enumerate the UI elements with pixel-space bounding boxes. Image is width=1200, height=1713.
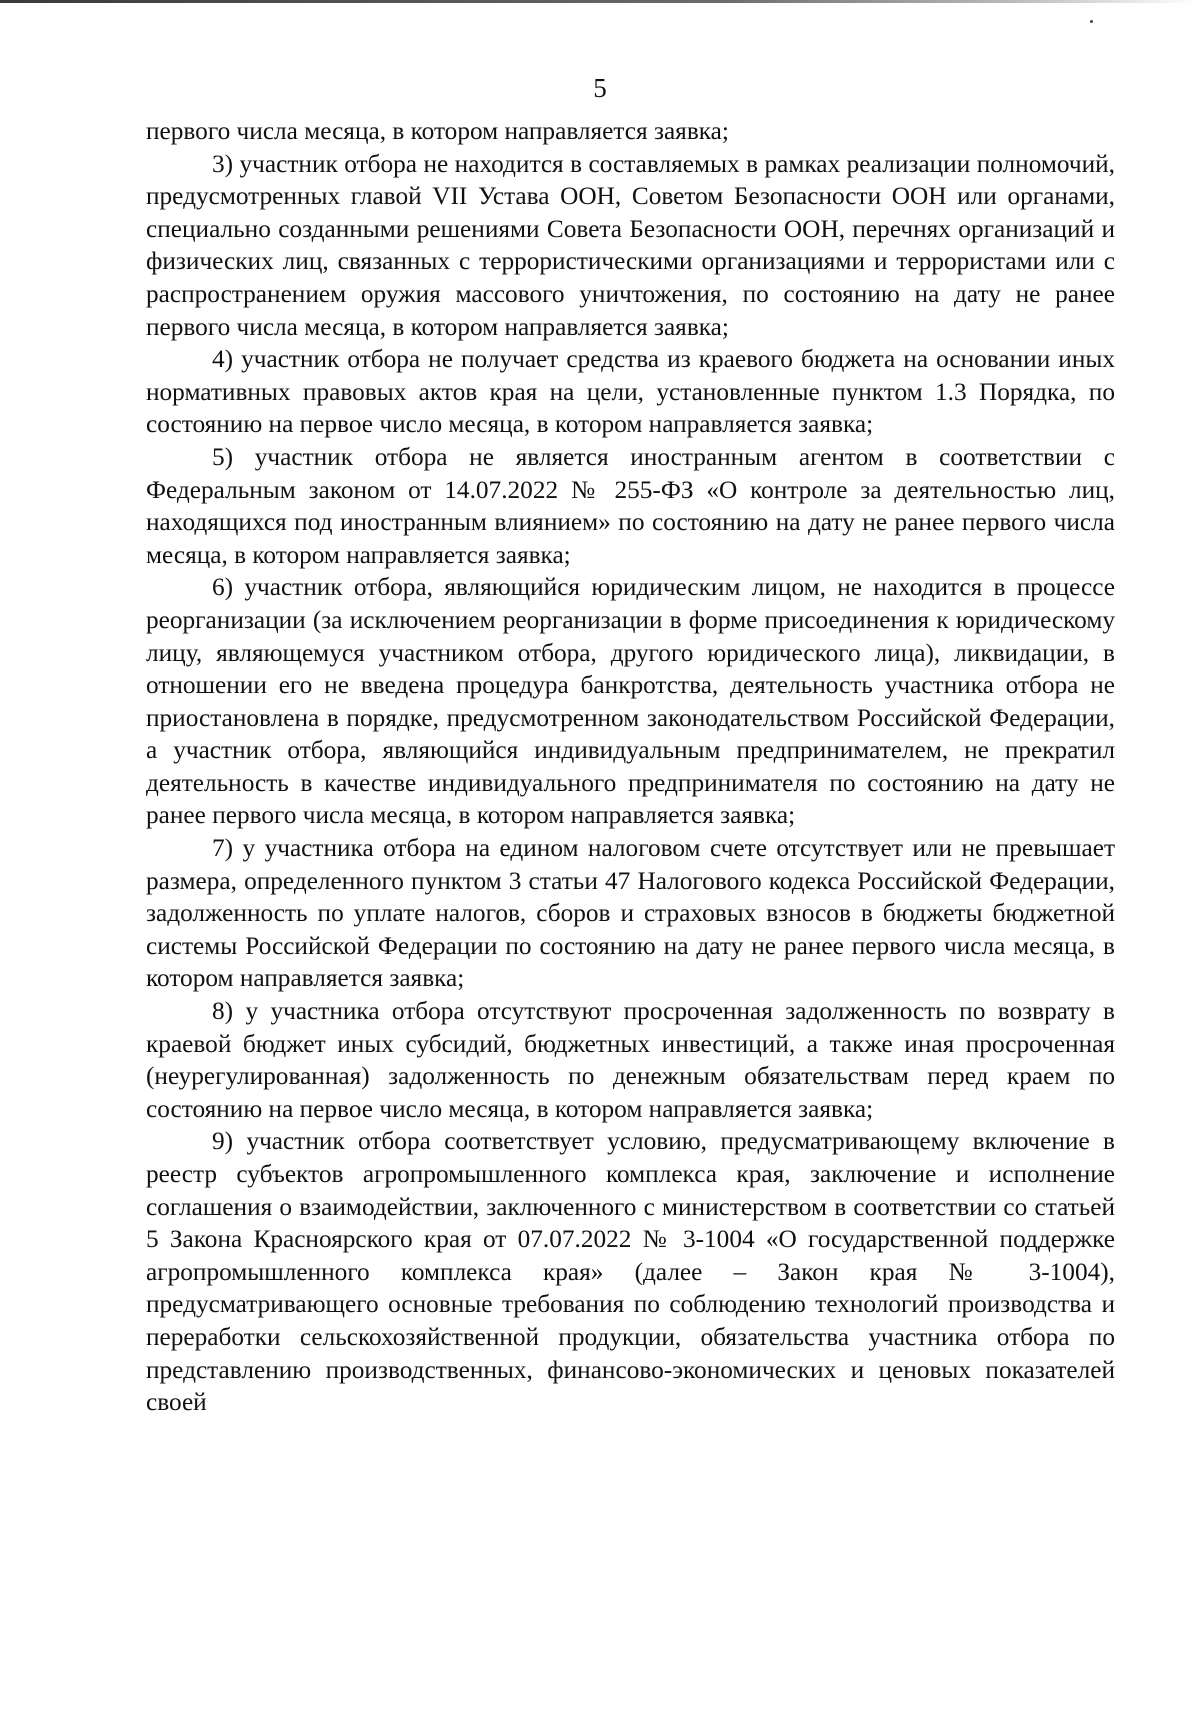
paragraph-continuation: первого числа месяца, в котором направляется заявка;: [146, 117, 729, 145]
paragraph-item-3: 3) участник отбора не находится в составляемых в рамках реализации полномочий, предусмотренных главой VII Устава ООН, Советом Безопасности ООН или органами, специально созданными решениями Совета Безопасности ООН, перечнях организаций и физических лиц, связанных с террористическими организациями и террористами или с распространением оружия массового уничтожения, по состоянию на дату не ранее первого числа месяца, в котором направляется заявка;: [146, 149, 1115, 341]
paragraph-item-9: 9) участник отбора соответствует условию, предусматривающему включение в реестр субъектов агропромышленного комплекса края, заключение и исполнение соглашения о взаимодействии, заключенного с министерством в соответствии со статьей 5 Закона Красноярского края от 07.07.2022 № 3-1004 «О государственной поддержке агропромышленного комплекса края» (далее – Закон края № 3-1004), предусматривающего основные требования по соблюдению технологий производства и переработки сельскохозяйственной продукции, обязательства участника отбора по представлению производственных, финансово-экономических и ценовых показателей своей: [146, 1127, 1115, 1417]
paragraph-item-6: 6) участник отбора, являющийся юридическим лицом, не находится в процессе реорганизации (за исключением реорганизации в форме присоединения к юридическому лицу, являющемуся участником отбора, другого юридического лица), ликвидации, в отношении его не введена процедура банкротства, деятельность участника отбора не приостановлена в порядке, предусмотренном законодательством Российской Федерации, а участник отбора, являющийся индивидуальным предпринимателем, не прекратил деятельность в качестве индивидуального предпринимателя по состоянию на дату не ранее первого числа месяца, в котором направляется заявка;: [146, 573, 1115, 830]
page-number: 5: [593, 73, 607, 103]
paragraph-item-4: 4) участник отбора не получает средства из краевого бюджета на основании иных нормативных правовых актов края на цели, установленные пунктом 1.3 Порядка, по состоянию на первое число месяца, в котором направляется заявка;: [146, 345, 1115, 439]
scan-speck: [1090, 20, 1093, 23]
paragraph-item-8: 8) у участника отбора отсутствуют просроченная задолженность по возврату в краевой бюджет иных субсидий, бюджетных инвестиций, а также иная просроченная (неурегулированная) задолженность по денежным обязательствам перед краем по состоянию на первое число месяца, в котором направляется заявка;: [146, 997, 1115, 1123]
paragraph-item-7: 7) у участника отбора на едином налоговом счете отсутствует или не превышает размера, определенного пунктом 3 статьи 47 Налогового кодекса Российской Федерации, задолженность по уплате налогов, сборов и страховых взносов в бюджеты бюджетной системы Российской Федерации по состоянию на дату не ранее первого числа месяца, в котором направляется заявка;: [146, 834, 1115, 993]
scan-top-edge: [0, 0, 1200, 3]
paragraph-item-5: 5) участник отбора не является иностранным агентом в соответствии с Федеральным законом от 14.07.2022 № 255-ФЗ «О контроле за деятельностью лиц, находящихся под иностранным влиянием» по состоянию на дату не ранее первого числа месяца, в котором направляется заявка;: [146, 442, 1115, 569]
document-body: [146, 115, 1115, 1419]
